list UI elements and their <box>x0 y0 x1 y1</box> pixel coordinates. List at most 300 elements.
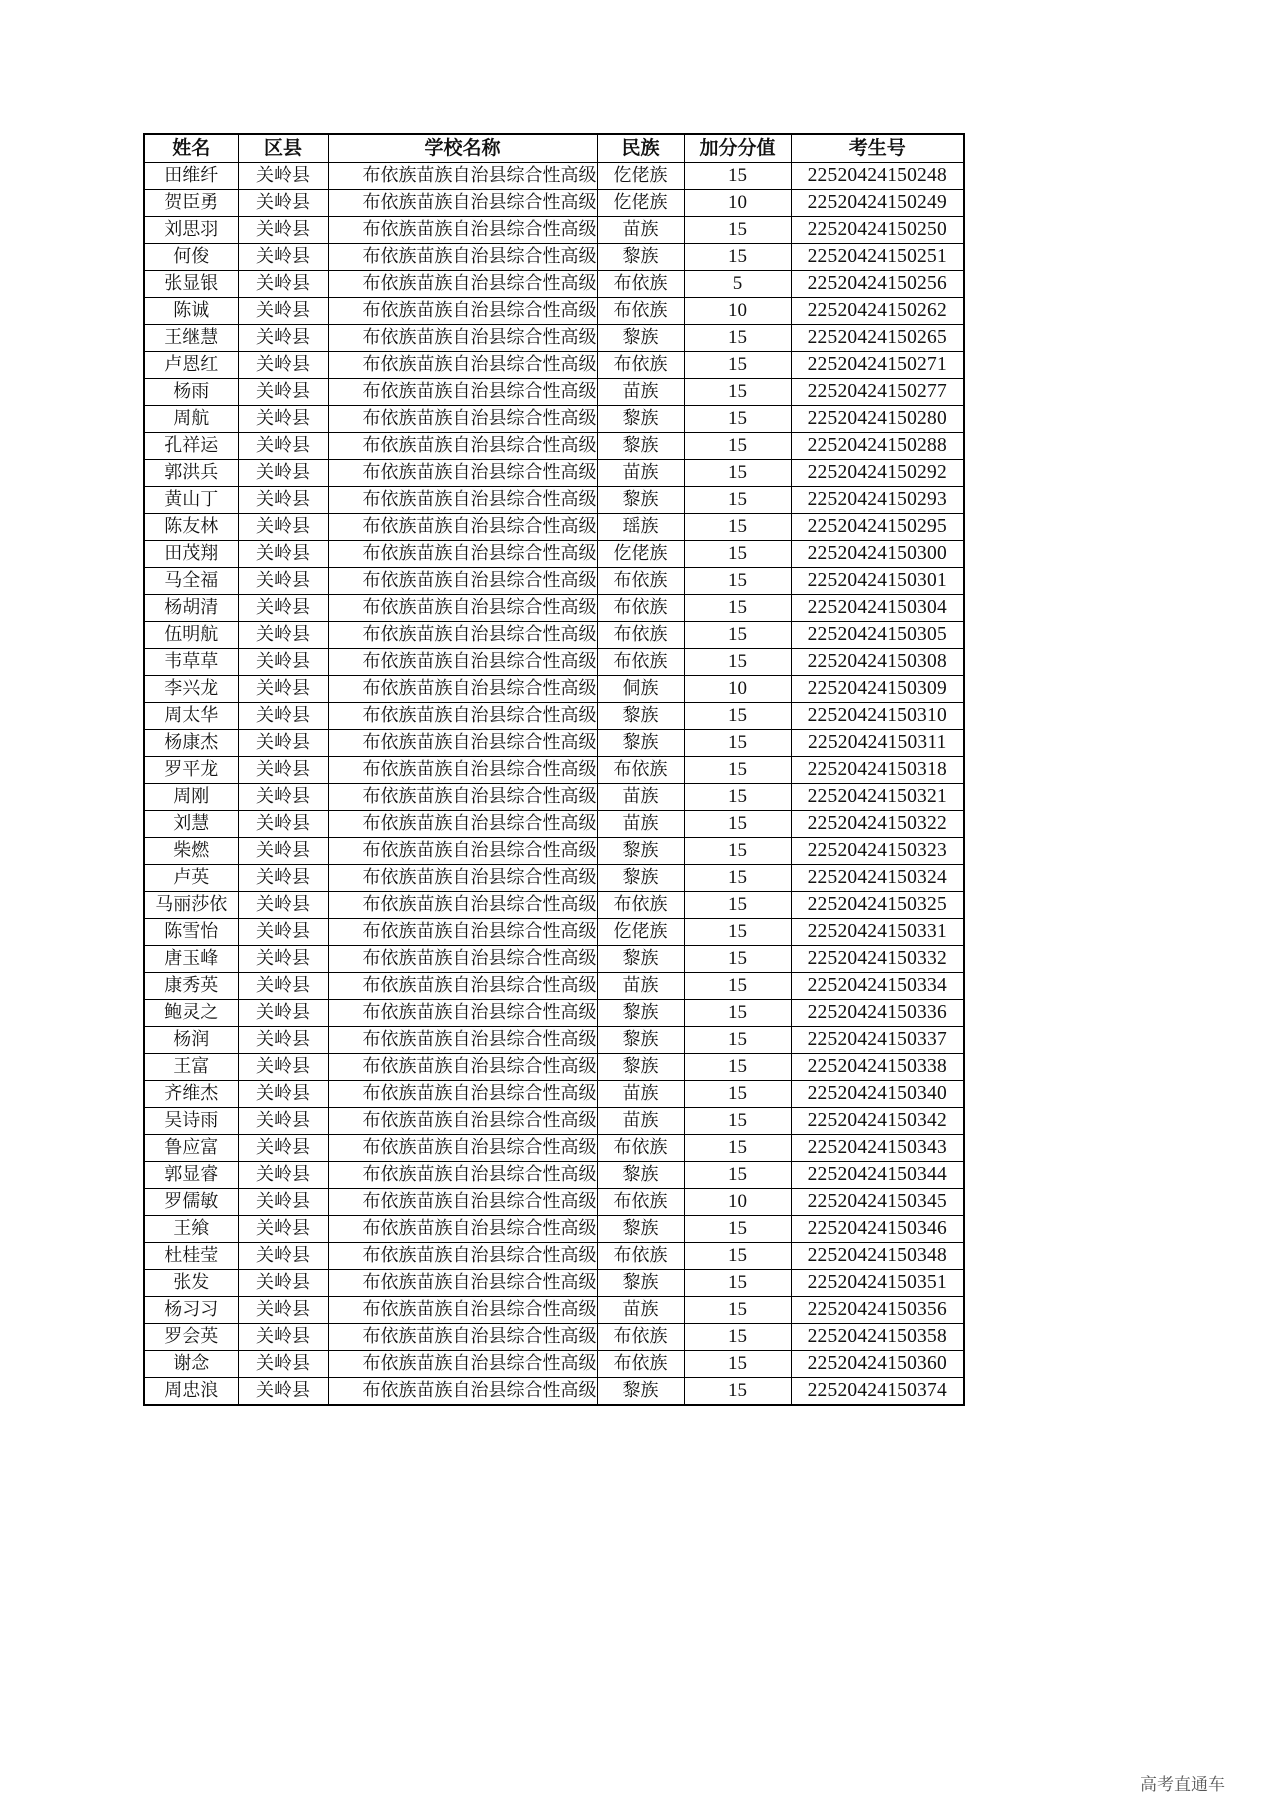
school-text: 布依族苗族自治县综合性高级 <box>362 300 597 321</box>
cell-ethnicity: 侗族 <box>597 676 684 703</box>
cell-school <box>328 946 597 973</box>
table-row <box>144 271 964 298</box>
table-row <box>144 1135 964 1162</box>
cell-exam-number: 22520424150334 <box>791 973 964 1000</box>
cell-exam-number: 22520424150358 <box>791 1324 964 1351</box>
cell-county: 关岭县 <box>238 1027 328 1054</box>
school-text: 布依族苗族自治县综合性高级 <box>362 1002 597 1023</box>
cell-exam-number: 22520424150309 <box>791 676 964 703</box>
cell-exam-number: 22520424150292 <box>791 460 964 487</box>
cell-bonus: 10 <box>684 190 791 217</box>
cell-county: 关岭县 <box>238 811 328 838</box>
cell-school <box>328 730 597 757</box>
cell-ethnicity: 仡佬族 <box>597 190 684 217</box>
header-county: 区县 <box>238 134 328 163</box>
table-row <box>144 973 964 1000</box>
cell-ethnicity: 黎族 <box>597 244 684 271</box>
cell-bonus: 15 <box>684 757 791 784</box>
cell-exam-number: 22520424150344 <box>791 1162 964 1189</box>
cell-school <box>328 1162 597 1189</box>
cell-county: 关岭县 <box>238 190 328 217</box>
cell-school <box>328 1324 597 1351</box>
cell-ethnicity: 黎族 <box>597 1054 684 1081</box>
table-row <box>144 1270 964 1297</box>
table-row <box>144 1351 964 1378</box>
table-row <box>144 919 964 946</box>
table-row <box>144 1297 964 1324</box>
cell-school <box>328 1351 597 1378</box>
cell-exam-number: 22520424150311 <box>791 730 964 757</box>
table-row <box>144 1162 964 1189</box>
cell-bonus: 5 <box>684 271 791 298</box>
cell-bonus: 15 <box>684 703 791 730</box>
cell-bonus: 15 <box>684 946 791 973</box>
cell-exam-number: 22520424150343 <box>791 1135 964 1162</box>
header-ethnicity: 民族 <box>597 134 684 163</box>
cell-name: 谢念 <box>144 1351 238 1378</box>
cell-exam-number: 22520424150271 <box>791 352 964 379</box>
cell-name: 刘思羽 <box>144 217 238 244</box>
cell-exam-number: 22520424150288 <box>791 433 964 460</box>
table-row <box>144 865 964 892</box>
cell-county: 关岭县 <box>238 784 328 811</box>
cell-school <box>328 811 597 838</box>
cell-school <box>328 325 597 352</box>
table-row <box>144 352 964 379</box>
cell-bonus: 10 <box>684 298 791 325</box>
cell-bonus: 15 <box>684 163 791 190</box>
cell-exam-number: 22520424150304 <box>791 595 964 622</box>
cell-exam-number: 22520424150293 <box>791 487 964 514</box>
cell-ethnicity: 黎族 <box>597 1027 684 1054</box>
cell-name: 杨润 <box>144 1027 238 1054</box>
cell-name: 杨雨 <box>144 379 238 406</box>
header-exam-number: 考生号 <box>791 134 964 163</box>
cell-exam-number: 22520424150305 <box>791 622 964 649</box>
cell-bonus: 15 <box>684 1216 791 1243</box>
cell-ethnicity: 布依族 <box>597 271 684 298</box>
cell-ethnicity: 黎族 <box>597 1378 684 1406</box>
cell-bonus: 15 <box>684 541 791 568</box>
cell-school <box>328 244 597 271</box>
table-row <box>144 1243 964 1270</box>
cell-ethnicity: 布依族 <box>597 1243 684 1270</box>
table-row <box>144 892 964 919</box>
cell-exam-number: 22520424150323 <box>791 838 964 865</box>
cell-ethnicity: 黎族 <box>597 703 684 730</box>
cell-name: 周刚 <box>144 784 238 811</box>
table-row <box>144 568 964 595</box>
table-row <box>144 541 964 568</box>
cell-name: 周航 <box>144 406 238 433</box>
cell-exam-number: 22520424150345 <box>791 1189 964 1216</box>
cell-name: 唐玉峰 <box>144 946 238 973</box>
table-row <box>144 298 964 325</box>
school-text: 布依族苗族自治县综合性高级 <box>362 840 597 861</box>
cell-name: 康秀英 <box>144 973 238 1000</box>
cell-school <box>328 541 597 568</box>
cell-exam-number: 22520424150248 <box>791 163 964 190</box>
cell-bonus: 15 <box>684 325 791 352</box>
cell-ethnicity: 黎族 <box>597 946 684 973</box>
cell-name: 张显银 <box>144 271 238 298</box>
cell-ethnicity: 黎族 <box>597 1270 684 1297</box>
cell-ethnicity: 黎族 <box>597 325 684 352</box>
cell-bonus: 15 <box>684 811 791 838</box>
cell-bonus: 15 <box>684 568 791 595</box>
cell-name: 伍明航 <box>144 622 238 649</box>
cell-school <box>328 568 597 595</box>
school-text: 布依族苗族自治县综合性高级 <box>362 354 597 375</box>
table-row <box>144 1054 964 1081</box>
cell-exam-number: 22520424150280 <box>791 406 964 433</box>
cell-exam-number: 22520424150295 <box>791 514 964 541</box>
school-text: 布依族苗族自治县综合性高级 <box>362 597 597 618</box>
cell-exam-number: 22520424150325 <box>791 892 964 919</box>
cell-name: 贺臣勇 <box>144 190 238 217</box>
cell-school <box>328 865 597 892</box>
table-row <box>144 946 964 973</box>
cell-exam-number: 22520424150360 <box>791 1351 964 1378</box>
cell-school <box>328 1243 597 1270</box>
school-text: 布依族苗族自治县综合性高级 <box>362 948 597 969</box>
cell-name: 卢英 <box>144 865 238 892</box>
cell-county: 关岭县 <box>238 1216 328 1243</box>
school-text: 布依族苗族自治县综合性高级 <box>362 192 597 213</box>
cell-bonus: 15 <box>684 1324 791 1351</box>
cell-bonus: 15 <box>684 919 791 946</box>
cell-bonus: 15 <box>684 1297 791 1324</box>
cell-ethnicity: 苗族 <box>597 784 684 811</box>
cell-county: 关岭县 <box>238 325 328 352</box>
school-text: 布依族苗族自治县综合性高级 <box>362 1299 597 1320</box>
cell-county: 关岭县 <box>238 1054 328 1081</box>
cell-name: 杜桂莹 <box>144 1243 238 1270</box>
cell-exam-number: 22520424150256 <box>791 271 964 298</box>
cell-bonus: 15 <box>684 487 791 514</box>
cell-ethnicity: 苗族 <box>597 811 684 838</box>
cell-county: 关岭县 <box>238 1189 328 1216</box>
cell-county: 关岭县 <box>238 892 328 919</box>
cell-bonus: 15 <box>684 838 791 865</box>
cell-bonus: 15 <box>684 1378 791 1406</box>
cell-county: 关岭县 <box>238 1324 328 1351</box>
cell-county: 关岭县 <box>238 730 328 757</box>
cell-ethnicity: 布依族 <box>597 298 684 325</box>
table-row <box>144 649 964 676</box>
cell-bonus: 15 <box>684 1054 791 1081</box>
cell-ethnicity: 黎族 <box>597 487 684 514</box>
school-text: 布依族苗族自治县综合性高级 <box>362 1083 597 1104</box>
cell-bonus: 15 <box>684 406 791 433</box>
cell-exam-number: 22520424150322 <box>791 811 964 838</box>
school-text: 布依族苗族自治县综合性高级 <box>362 570 597 591</box>
table-header-row <box>144 134 964 163</box>
cell-bonus: 15 <box>684 1270 791 1297</box>
cell-county: 关岭县 <box>238 217 328 244</box>
header-school: 学校名称 <box>328 134 597 163</box>
school-text: 布依族苗族自治县综合性高级 <box>362 759 597 780</box>
cell-county: 关岭县 <box>238 163 328 190</box>
cell-exam-number: 22520424150318 <box>791 757 964 784</box>
cell-name: 马全福 <box>144 568 238 595</box>
cell-county: 关岭县 <box>238 838 328 865</box>
cell-county: 关岭县 <box>238 514 328 541</box>
table-row <box>144 784 964 811</box>
table-row <box>144 325 964 352</box>
cell-ethnicity: 苗族 <box>597 1081 684 1108</box>
school-text: 布依族苗族自治县综合性高级 <box>362 219 597 240</box>
cell-school <box>328 1000 597 1027</box>
school-text: 布依族苗族自治县综合性高级 <box>362 786 597 807</box>
cell-ethnicity: 布依族 <box>597 568 684 595</box>
header-bonus: 加分分值 <box>684 134 791 163</box>
cell-name: 韦草草 <box>144 649 238 676</box>
cell-exam-number: 22520424150336 <box>791 1000 964 1027</box>
table-row <box>144 622 964 649</box>
school-text: 布依族苗族自治县综合性高级 <box>362 435 597 456</box>
school-text: 布依族苗族自治县综合性高级 <box>362 813 597 834</box>
school-text: 布依族苗族自治县综合性高级 <box>362 867 597 888</box>
cell-ethnicity: 布依族 <box>597 352 684 379</box>
cell-bonus: 15 <box>684 622 791 649</box>
table-row <box>144 595 964 622</box>
cell-name: 罗平龙 <box>144 757 238 784</box>
cell-ethnicity: 布依族 <box>597 622 684 649</box>
cell-school <box>328 784 597 811</box>
cell-school <box>328 352 597 379</box>
cell-bonus: 15 <box>684 514 791 541</box>
cell-name: 杨胡清 <box>144 595 238 622</box>
cell-exam-number: 22520424150351 <box>791 1270 964 1297</box>
cell-exam-number: 22520424150348 <box>791 1243 964 1270</box>
cell-ethnicity: 苗族 <box>597 217 684 244</box>
cell-ethnicity: 黎族 <box>597 1000 684 1027</box>
cell-ethnicity: 苗族 <box>597 1297 684 1324</box>
cell-bonus: 15 <box>684 1162 791 1189</box>
cell-school <box>328 622 597 649</box>
cell-name: 孔祥运 <box>144 433 238 460</box>
cell-school <box>328 271 597 298</box>
cell-exam-number: 22520424150300 <box>791 541 964 568</box>
cell-county: 关岭县 <box>238 1297 328 1324</box>
cell-county: 关岭县 <box>238 919 328 946</box>
cell-school <box>328 460 597 487</box>
table-row <box>144 460 964 487</box>
school-text: 布依族苗族自治县综合性高级 <box>362 327 597 348</box>
cell-bonus: 15 <box>684 784 791 811</box>
school-text: 布依族苗族自治县综合性高级 <box>362 732 597 753</box>
school-text: 布依族苗族自治县综合性高级 <box>362 1380 597 1401</box>
cell-ethnicity: 布依族 <box>597 892 684 919</box>
cell-bonus: 15 <box>684 1135 791 1162</box>
cell-bonus: 15 <box>684 973 791 1000</box>
cell-county: 关岭县 <box>238 865 328 892</box>
cell-name: 马丽莎依 <box>144 892 238 919</box>
cell-school <box>328 1216 597 1243</box>
cell-name: 田维纤 <box>144 163 238 190</box>
school-text: 布依族苗族自治县综合性高级 <box>362 273 597 294</box>
cell-bonus: 15 <box>684 1351 791 1378</box>
cell-name: 鲁应富 <box>144 1135 238 1162</box>
school-text: 布依族苗族自治县综合性高级 <box>362 921 597 942</box>
cell-name: 王继慧 <box>144 325 238 352</box>
cell-exam-number: 22520424150310 <box>791 703 964 730</box>
cell-county: 关岭县 <box>238 1351 328 1378</box>
cell-exam-number: 22520424150250 <box>791 217 964 244</box>
table-row <box>144 1000 964 1027</box>
cell-bonus: 15 <box>684 1000 791 1027</box>
cell-bonus: 15 <box>684 217 791 244</box>
cell-name: 刘慧 <box>144 811 238 838</box>
cell-exam-number: 22520424150332 <box>791 946 964 973</box>
cell-school <box>328 919 597 946</box>
cell-exam-number: 22520424150342 <box>791 1108 964 1135</box>
watermark: 高考直通车 <box>1140 1775 1225 1795</box>
cell-bonus: 15 <box>684 730 791 757</box>
cell-ethnicity: 黎族 <box>597 1162 684 1189</box>
cell-county: 关岭县 <box>238 541 328 568</box>
table-row <box>144 1216 964 1243</box>
cell-school <box>328 973 597 1000</box>
cell-ethnicity: 苗族 <box>597 379 684 406</box>
cell-ethnicity: 布依族 <box>597 1324 684 1351</box>
school-text: 布依族苗族自治县综合性高级 <box>362 1137 597 1158</box>
cell-ethnicity: 布依族 <box>597 757 684 784</box>
school-text: 布依族苗族自治县综合性高级 <box>362 1272 597 1293</box>
cell-school <box>328 379 597 406</box>
cell-name: 周太华 <box>144 703 238 730</box>
cell-school <box>328 1027 597 1054</box>
table-row <box>144 190 964 217</box>
school-text: 布依族苗族自治县综合性高级 <box>362 489 597 510</box>
cell-county: 关岭县 <box>238 973 328 1000</box>
cell-county: 关岭县 <box>238 487 328 514</box>
table-row <box>144 1081 964 1108</box>
cell-bonus: 15 <box>684 865 791 892</box>
cell-ethnicity: 黎族 <box>597 865 684 892</box>
table-row <box>144 1189 964 1216</box>
school-text: 布依族苗族自治县综合性高级 <box>362 651 597 672</box>
school-text: 布依族苗族自治县综合性高级 <box>362 543 597 564</box>
cell-bonus: 10 <box>684 676 791 703</box>
cell-school <box>328 1108 597 1135</box>
cell-county: 关岭县 <box>238 244 328 271</box>
cell-county: 关岭县 <box>238 433 328 460</box>
cell-exam-number: 22520424150346 <box>791 1216 964 1243</box>
cell-bonus: 15 <box>684 595 791 622</box>
cell-name: 吴诗雨 <box>144 1108 238 1135</box>
cell-exam-number: 22520424150308 <box>791 649 964 676</box>
cell-exam-number: 22520424150277 <box>791 379 964 406</box>
school-text: 布依族苗族自治县综合性高级 <box>362 408 597 429</box>
cell-county: 关岭县 <box>238 460 328 487</box>
cell-name: 王飨 <box>144 1216 238 1243</box>
cell-school <box>328 1189 597 1216</box>
school-text: 布依族苗族自治县综合性高级 <box>362 705 597 726</box>
table-row <box>144 1378 964 1406</box>
school-text: 布依族苗族自治县综合性高级 <box>362 165 597 186</box>
cell-school <box>328 703 597 730</box>
cell-school <box>328 1297 597 1324</box>
cell-exam-number: 22520424150301 <box>791 568 964 595</box>
cell-exam-number: 22520424150356 <box>791 1297 964 1324</box>
bonus-points-table <box>143 133 965 1406</box>
cell-ethnicity: 布依族 <box>597 649 684 676</box>
cell-exam-number: 22520424150249 <box>791 190 964 217</box>
cell-county: 关岭县 <box>238 1135 328 1162</box>
school-text: 布依族苗族自治县综合性高级 <box>362 1191 597 1212</box>
cell-school <box>328 1135 597 1162</box>
cell-name: 王富 <box>144 1054 238 1081</box>
cell-bonus: 15 <box>684 892 791 919</box>
cell-school <box>328 892 597 919</box>
cell-name: 鲍灵之 <box>144 1000 238 1027</box>
school-text: 布依族苗族自治县综合性高级 <box>362 678 597 699</box>
cell-exam-number: 22520424150262 <box>791 298 964 325</box>
table-body <box>144 163 964 1406</box>
school-text: 布依族苗族自治县综合性高级 <box>362 1056 597 1077</box>
cell-school <box>328 190 597 217</box>
cell-county: 关岭县 <box>238 649 328 676</box>
school-text: 布依族苗族自治县综合性高级 <box>362 246 597 267</box>
table-row <box>144 163 964 190</box>
cell-school <box>328 838 597 865</box>
cell-county: 关岭县 <box>238 568 328 595</box>
cell-ethnicity: 黎族 <box>597 838 684 865</box>
cell-ethnicity: 苗族 <box>597 1108 684 1135</box>
cell-school <box>328 1378 597 1406</box>
school-text: 布依族苗族自治县综合性高级 <box>362 975 597 996</box>
cell-ethnicity: 苗族 <box>597 460 684 487</box>
cell-name: 李兴龙 <box>144 676 238 703</box>
table-row <box>144 406 964 433</box>
cell-school <box>328 433 597 460</box>
cell-exam-number: 22520424150265 <box>791 325 964 352</box>
school-text: 布依族苗族自治县综合性高级 <box>362 624 597 645</box>
cell-county: 关岭县 <box>238 1162 328 1189</box>
cell-county: 关岭县 <box>238 1270 328 1297</box>
cell-school <box>328 406 597 433</box>
cell-county: 关岭县 <box>238 622 328 649</box>
cell-name: 陈诚 <box>144 298 238 325</box>
school-text: 布依族苗族自治县综合性高级 <box>362 381 597 402</box>
school-text: 布依族苗族自治县综合性高级 <box>362 1353 597 1374</box>
cell-bonus: 15 <box>684 649 791 676</box>
cell-ethnicity: 苗族 <box>597 973 684 1000</box>
cell-county: 关岭县 <box>238 1000 328 1027</box>
cell-name: 黄山丁 <box>144 487 238 514</box>
cell-school <box>328 1054 597 1081</box>
cell-county: 关岭县 <box>238 1081 328 1108</box>
cell-bonus: 15 <box>684 433 791 460</box>
cell-county: 关岭县 <box>238 352 328 379</box>
table-row <box>144 730 964 757</box>
cell-ethnicity: 黎族 <box>597 730 684 757</box>
cell-exam-number: 22520424150374 <box>791 1378 964 1406</box>
table-row <box>144 838 964 865</box>
table-row <box>144 676 964 703</box>
cell-county: 关岭县 <box>238 703 328 730</box>
cell-ethnicity: 仡佬族 <box>597 163 684 190</box>
cell-name: 周忠浪 <box>144 1378 238 1406</box>
table-row <box>144 703 964 730</box>
cell-ethnicity: 瑶族 <box>597 514 684 541</box>
cell-bonus: 15 <box>684 1081 791 1108</box>
cell-exam-number: 22520424150321 <box>791 784 964 811</box>
cell-name: 田茂翔 <box>144 541 238 568</box>
cell-school <box>328 163 597 190</box>
